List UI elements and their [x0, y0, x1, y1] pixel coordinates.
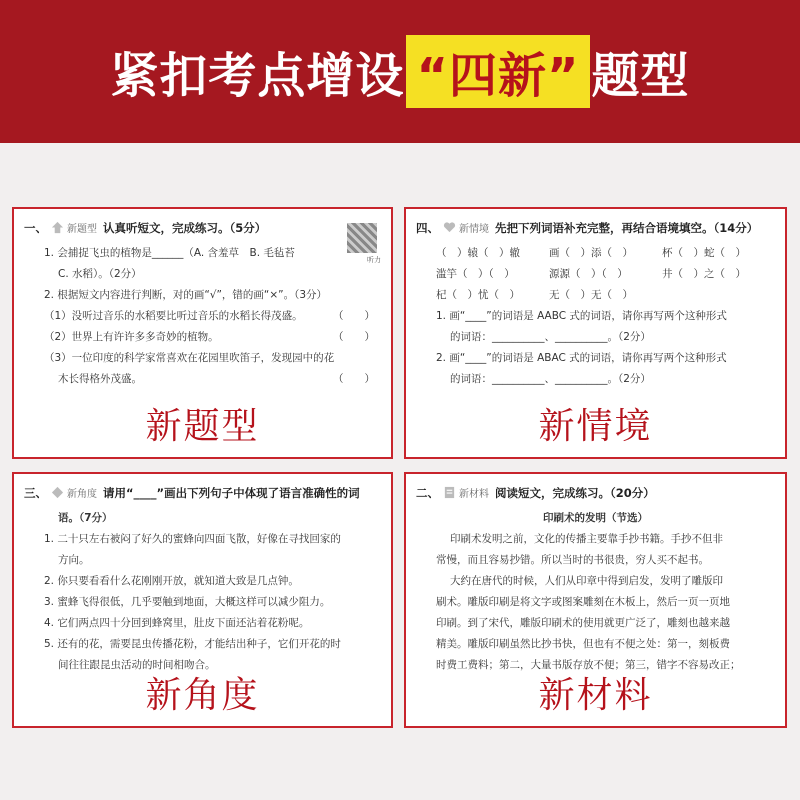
- question-header: [24, 219, 381, 239]
- question-line: 木长得格外茂盛。: [58, 373, 142, 385]
- question-line: 的词语：__________、__________。（2分）: [450, 373, 651, 385]
- house-icon: [51, 221, 64, 234]
- passage-line: 精美。雕版印刷虽然比抄书快，但也有不便之处：第一，刻板费: [436, 638, 730, 650]
- question-line: （1）没听过音乐的水稻要比听过音乐的水稻长得茂盛。: [44, 310, 303, 322]
- banner-title-post: 题型: [591, 48, 690, 104]
- idiom-row: [416, 264, 775, 285]
- question-body: [416, 243, 775, 390]
- question-tag: 新角度: [67, 489, 97, 500]
- document-icon: [443, 486, 456, 499]
- idiom-blank: 杞（ ）忧（ ）: [436, 289, 520, 301]
- question-number: 四、: [416, 221, 439, 235]
- question-line: 方向。: [58, 554, 90, 566]
- answer-paren: （ ）: [333, 373, 375, 385]
- question-line: C. 水稻）。（2分）: [58, 268, 142, 280]
- question-body: [24, 508, 381, 676]
- question-line: （2）世界上有许许多多奇妙的植物。: [44, 331, 219, 343]
- idiom-row: [416, 285, 775, 306]
- idiom-blank: 画（ ）添（ ）: [549, 247, 633, 259]
- answer-paren: （ ）: [333, 331, 375, 343]
- question-line: 4. 它们两点四十分回到蜂窝里，肚皮下面还沾着花粉呢。: [44, 617, 310, 629]
- panel-label: 新角度: [145, 675, 260, 716]
- question-number: 三、: [24, 486, 47, 500]
- passage-line: 时费工费料；第二，大量书版存放不便；第三，错字不容易改正；: [436, 659, 741, 671]
- question-tag: 新题型: [67, 224, 97, 235]
- question-tag: 新情境: [459, 224, 489, 235]
- panel-new-angle: [12, 472, 393, 728]
- idiom-blank: （ ）辕（ ）辙: [436, 247, 520, 259]
- passage-line: 刷术。雕版印刷是将文字或图案雕刻在木板上，然后一页一页地: [436, 596, 730, 608]
- question-header: [24, 484, 381, 504]
- question-body: [24, 243, 381, 390]
- idiom-blank: 杯（ ）蛇（ ）: [662, 247, 746, 259]
- answer-paren: （ ）: [333, 310, 375, 322]
- qr-caption: 听力: [367, 256, 381, 264]
- question-line: 5. 还有的花，需要昆虫传播花粉，才能结出种子，它们开花的时: [44, 638, 341, 650]
- banner-title-pre: 紧扣考点增设: [110, 48, 405, 104]
- question-line: 的词语：__________、__________。（2分）: [450, 331, 651, 343]
- question-line: 3. 蜜蜂飞得很低，几乎要触到地面，大概这样可以减少阻力。: [44, 596, 331, 608]
- panel-new-material: [404, 472, 787, 728]
- reading-passage: [416, 508, 775, 676]
- question-instruction: 认真听短文，完成练习。（5分）: [103, 221, 267, 235]
- question-number: 一、: [24, 221, 47, 235]
- passage-line: 印刷术发明之前，文化的传播主要靠手抄书籍。手抄不但非: [450, 533, 723, 545]
- idiom-row: [416, 243, 775, 264]
- question-line: （3）一位印度的科学家常喜欢在花园里吹笛子，发现园中的花: [44, 352, 335, 364]
- banner-title: [110, 35, 689, 108]
- panel-new-question-type: [12, 207, 393, 459]
- question-line: 2. 根据短文内容进行判断，对的画“√”，错的画“×”。（3分）: [44, 289, 328, 301]
- question-line: 间往往跟昆虫活动的时间相吻合。: [58, 659, 216, 671]
- question-number: 二、: [416, 486, 439, 500]
- header-banner: [0, 0, 800, 143]
- panel-label: 新情境: [538, 406, 653, 447]
- question-instruction: 先把下列词语补充完整，再结合语境填空。（14分）: [495, 221, 759, 235]
- question-line: 2. 你只要看看什么花刚刚开放，就知道大致是几点钟。: [44, 575, 299, 587]
- question-header: [416, 219, 775, 239]
- question-instruction-cont: 语。（7分）: [58, 512, 113, 524]
- question-instruction: 请用“____”画出下列句子中体现了语言准确性的词: [103, 486, 360, 500]
- idiom-blank: 井（ ）之（ ）: [662, 268, 746, 280]
- panel-new-context: [404, 207, 787, 459]
- question-line: 2. 画“____”的词语是 ABAC 式的词语，请你再写两个这种形式: [436, 352, 727, 364]
- idiom-blank: 无（ ）无（ ）: [549, 289, 633, 301]
- question-header: [416, 484, 775, 504]
- passage-line: 大约在唐代的时候，人们从印章中得到启发，发明了雕版印: [450, 575, 723, 587]
- question-tag: 新材料: [459, 489, 489, 500]
- diamond-icon: [51, 486, 64, 499]
- question-line: 1. 会捕捉飞虫的植物是______（A. 含羞草 B. 毛毡苔: [44, 247, 295, 259]
- question-line: 1. 画“____”的词语是 AABC 式的词语，请你再写两个这种形式: [436, 310, 727, 322]
- panel-label: 新题型: [145, 406, 260, 447]
- passage-line: 常慢，而且容易抄错。所以当时的书很贵，穷人买不起书。: [436, 554, 709, 566]
- passage-title: 印刷术的发明（节选）: [543, 512, 648, 524]
- idiom-blank: [662, 285, 775, 306]
- idiom-blank: 源源（ ）（ ）: [549, 268, 628, 280]
- idiom-blank: 滥竽（ ）（ ）: [436, 268, 515, 280]
- question-instruction: 阅读短文，完成练习。（20分）: [495, 486, 655, 500]
- heart-icon: [443, 221, 456, 234]
- banner-title-highlight: “四新”: [406, 35, 589, 108]
- question-line: 1. 二十只左右被闷了好久的蜜蜂向四面飞散，好像在寻找回家的: [44, 533, 341, 545]
- panel-label: 新材料: [538, 675, 653, 716]
- passage-line: 印刷。到了宋代，雕版印刷术的使用就更广泛了，雕刻也越来越: [436, 617, 730, 629]
